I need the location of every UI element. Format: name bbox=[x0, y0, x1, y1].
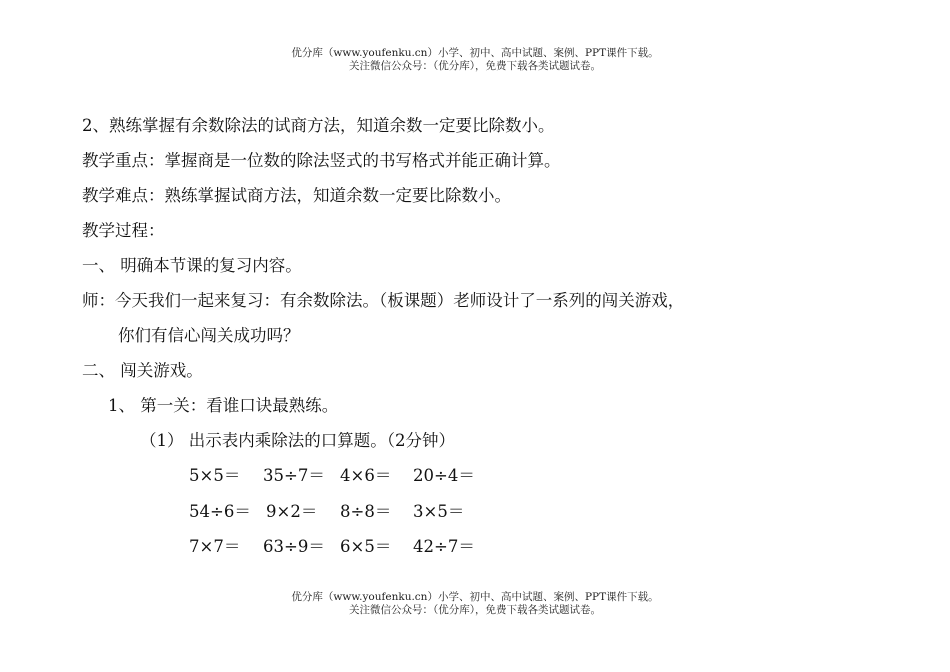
header-line-1: 优分库（www.youfenku.cn）小学、初中、高中试题、案例、PPT课件下载。 bbox=[291, 47, 659, 59]
teacher-line-2: 你们有信心闯关成功吗？ bbox=[118, 326, 300, 345]
problem-cell: 63÷9＝ bbox=[263, 537, 325, 556]
section-1-heading: 一、 明确本节课的复习内容。 bbox=[82, 256, 302, 275]
header-line-2: 关注微信公众号：（优分库），免费下载各类试题试卷。 bbox=[349, 60, 601, 72]
page-header bbox=[0, 47, 950, 73]
problem-cell: 54÷6＝ bbox=[189, 502, 251, 521]
level-1-heading: 1、 第一关：看谁口诀最熟练。 bbox=[108, 396, 339, 415]
key-point: 教学重点：掌握商是一位数的除法竖式的书写格式并能正确计算。 bbox=[82, 151, 561, 170]
problem-cell: 20÷4＝ bbox=[413, 466, 475, 485]
footer-line-1: 优分库（www.youfenku.cn）小学、初中、高中试题、案例、PPT课件下载。 bbox=[291, 591, 659, 603]
difficulty: 教学难点：熟练掌握试商方法，知道余数一定要比除数小。 bbox=[82, 186, 511, 205]
problem-cell: 6×5＝ bbox=[340, 537, 392, 556]
problem-cell: 42÷7＝ bbox=[413, 537, 475, 556]
problem-cell: 35÷7＝ bbox=[263, 466, 325, 485]
page-footer bbox=[0, 591, 950, 617]
teacher-line-1: 师：今天我们一起来复习：有余数除法。（板课题）老师设计了一系列的闯关游戏， bbox=[82, 291, 685, 310]
problem-cell: 8÷8＝ bbox=[340, 502, 392, 521]
sub-item-1: （1） 出示表内乘除法的口算题。（2分钟） bbox=[140, 431, 455, 450]
problem-cell: 5×5＝ bbox=[189, 466, 241, 485]
section-2-heading: 二、 闯关游戏。 bbox=[82, 361, 203, 380]
problem-cell: 4×6＝ bbox=[340, 466, 392, 485]
process-heading: 教学过程： bbox=[82, 221, 165, 240]
goal-2: 2、熟练掌握有余数除法的试商方法，知道余数一定要比除数小。 bbox=[82, 116, 555, 135]
problem-cell: 9×2＝ bbox=[266, 502, 318, 521]
footer-line-2: 关注微信公众号：（优分库），免费下载各类试题试卷。 bbox=[349, 604, 601, 616]
problem-cell: 3×5＝ bbox=[413, 502, 465, 521]
problem-cell: 7×7＝ bbox=[189, 537, 241, 556]
